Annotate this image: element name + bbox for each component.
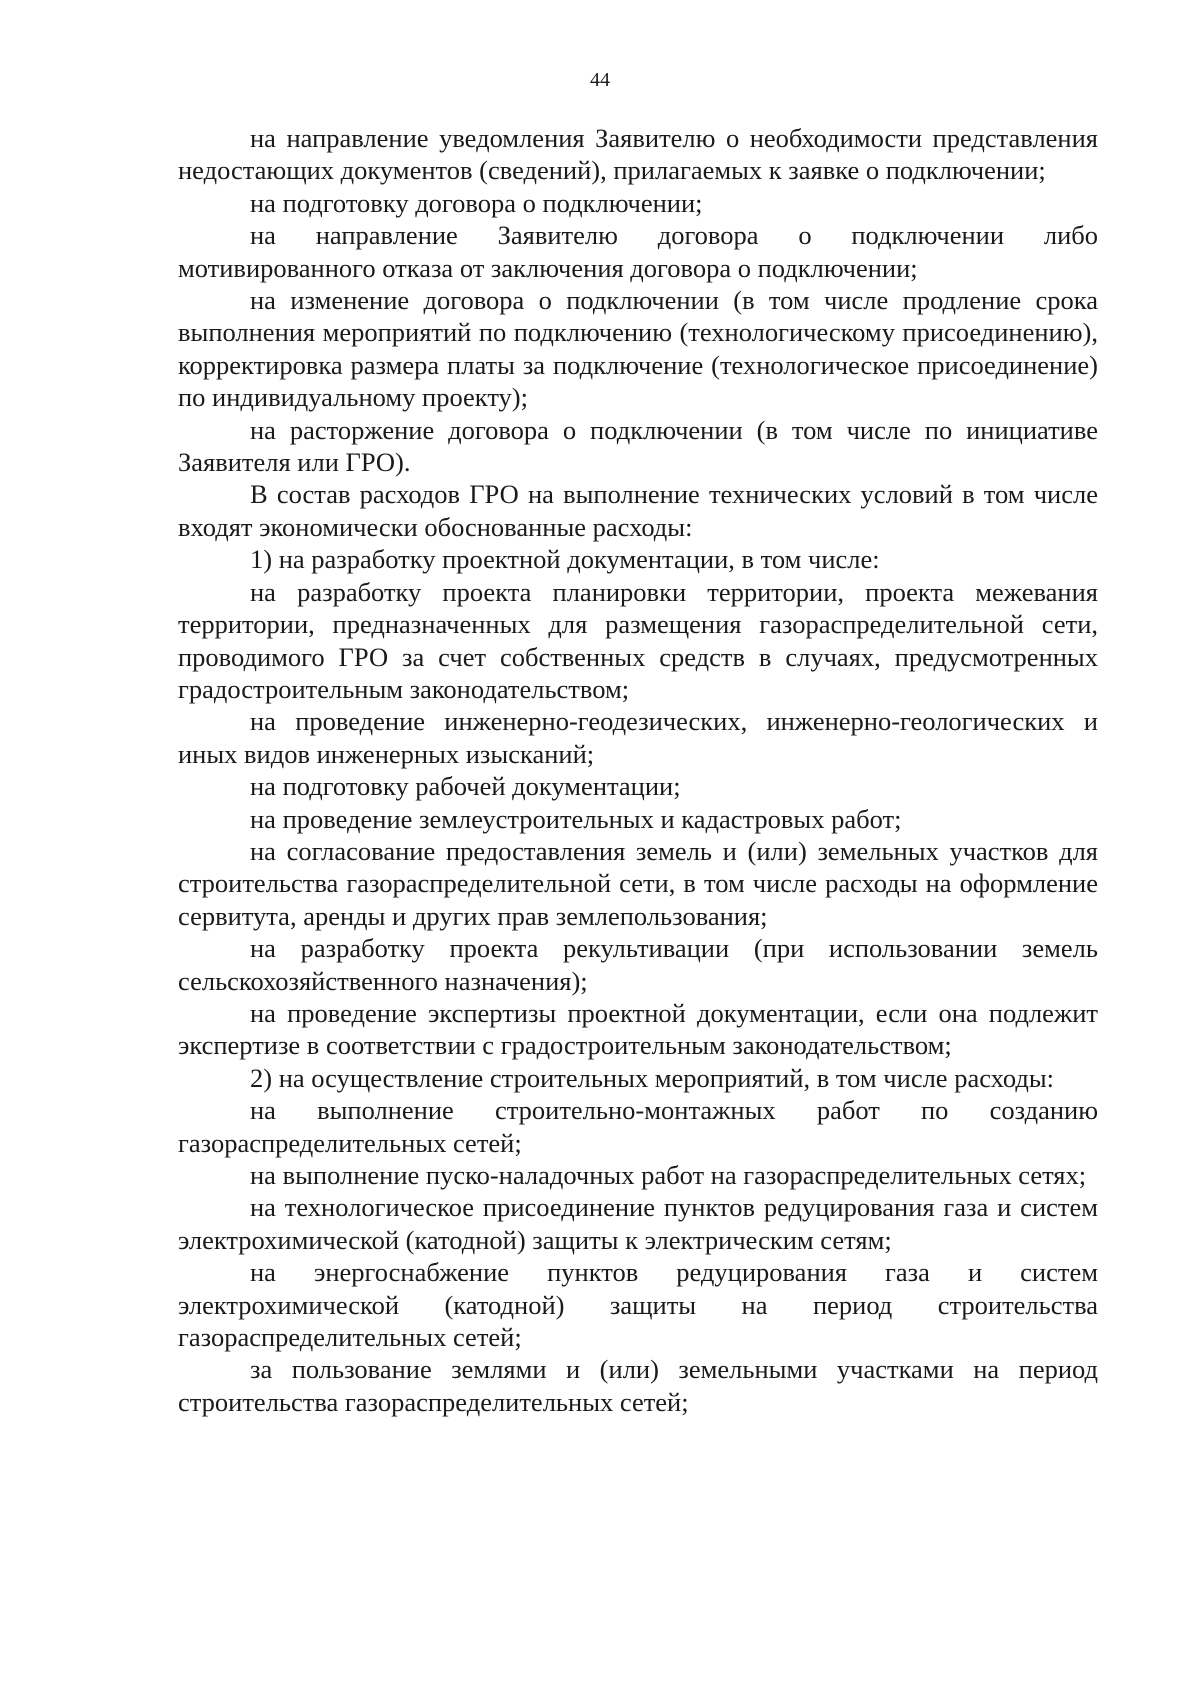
paragraph: на подготовку рабочей документации;	[250, 771, 681, 802]
document-body	[178, 122, 1098, 1418]
paragraph: на энергоснабжение пунктов редуцирования газа и систем электрохимической (катодной) защиты на период строительства газораспределительных сетей;	[178, 1257, 1098, 1353]
paragraph: на проведение землеустроительных и кадастровых работ;	[250, 803, 902, 834]
paragraph: на разработку проекта рекультивации (при использовании земель сельскохозяйственного назначения);	[178, 933, 1098, 996]
paragraph: на подготовку договора о подключении;	[250, 187, 703, 218]
paragraph: на проведение инженерно-геодезических, инженерно-геологических и иных видов инженерных изысканий;	[178, 706, 1098, 769]
paragraph: на расторжение договора о подключении (в том числе по инициативе Заявителя или ГРО).	[178, 414, 1098, 478]
paragraph: В состав расходов ГРО на выполнение технических условий в том числе входят экономически обоснованные расходы:	[178, 479, 1098, 542]
paragraph: на согласование предоставления земель и (или) земельных участков для строительства газораспределительной сети, в том числе расходы на оформление сервитута, аренды и других прав землепользования;	[178, 835, 1098, 931]
paragraph: на выполнение пуско-наладочных работ на газораспределительных сетях;	[250, 1160, 1087, 1190]
paragraph: за пользование землями и (или) земельными участками на период строительства газораспределительных сетей;	[178, 1354, 1098, 1417]
paragraph: на технологическое присоединение пунктов редуцирования газа и систем электрохимической (катодной) защиты к электрическим сетям;	[178, 1192, 1098, 1255]
page-number: 44	[590, 69, 610, 91]
paragraph: на направление Заявителю договора о подключении либо мотивированного отказа от заключения договора о подключении;	[178, 220, 1098, 283]
paragraph: на направление уведомления Заявителю о необходимости представления недостающих документов (сведений), прилагаемых к заявке о подключении;	[178, 123, 1098, 186]
paragraph: на выполнение строительно-монтажных работ по созданию газораспределительных сетей;	[178, 1095, 1098, 1158]
paragraph: на изменение договора о подключении (в том числе продление срока выполнения мероприятий по подключению (технологическому присоединению), корректировка размера платы за подключение (технологическое присоединение) по индивидуальному проекту);	[178, 285, 1098, 413]
paragraph: на проведение экспертизы проектной документации, если она подлежит экспертизе в соответствии с градостроительным законодательством;	[178, 997, 1098, 1061]
paragraph: 1) на разработку проектной документации, в том числе:	[250, 544, 880, 575]
paragraph: 2) на осуществление строительных мероприятий, в том числе расходы:	[250, 1062, 1054, 1093]
paragraph: на разработку проекта планировки территории, проекта межевания территории, предназначенных для размещения газораспределительной сети, проводимого ГРО за счет собственных средств в случаях, предусмотренных градостроительным законодательством;	[178, 576, 1098, 704]
